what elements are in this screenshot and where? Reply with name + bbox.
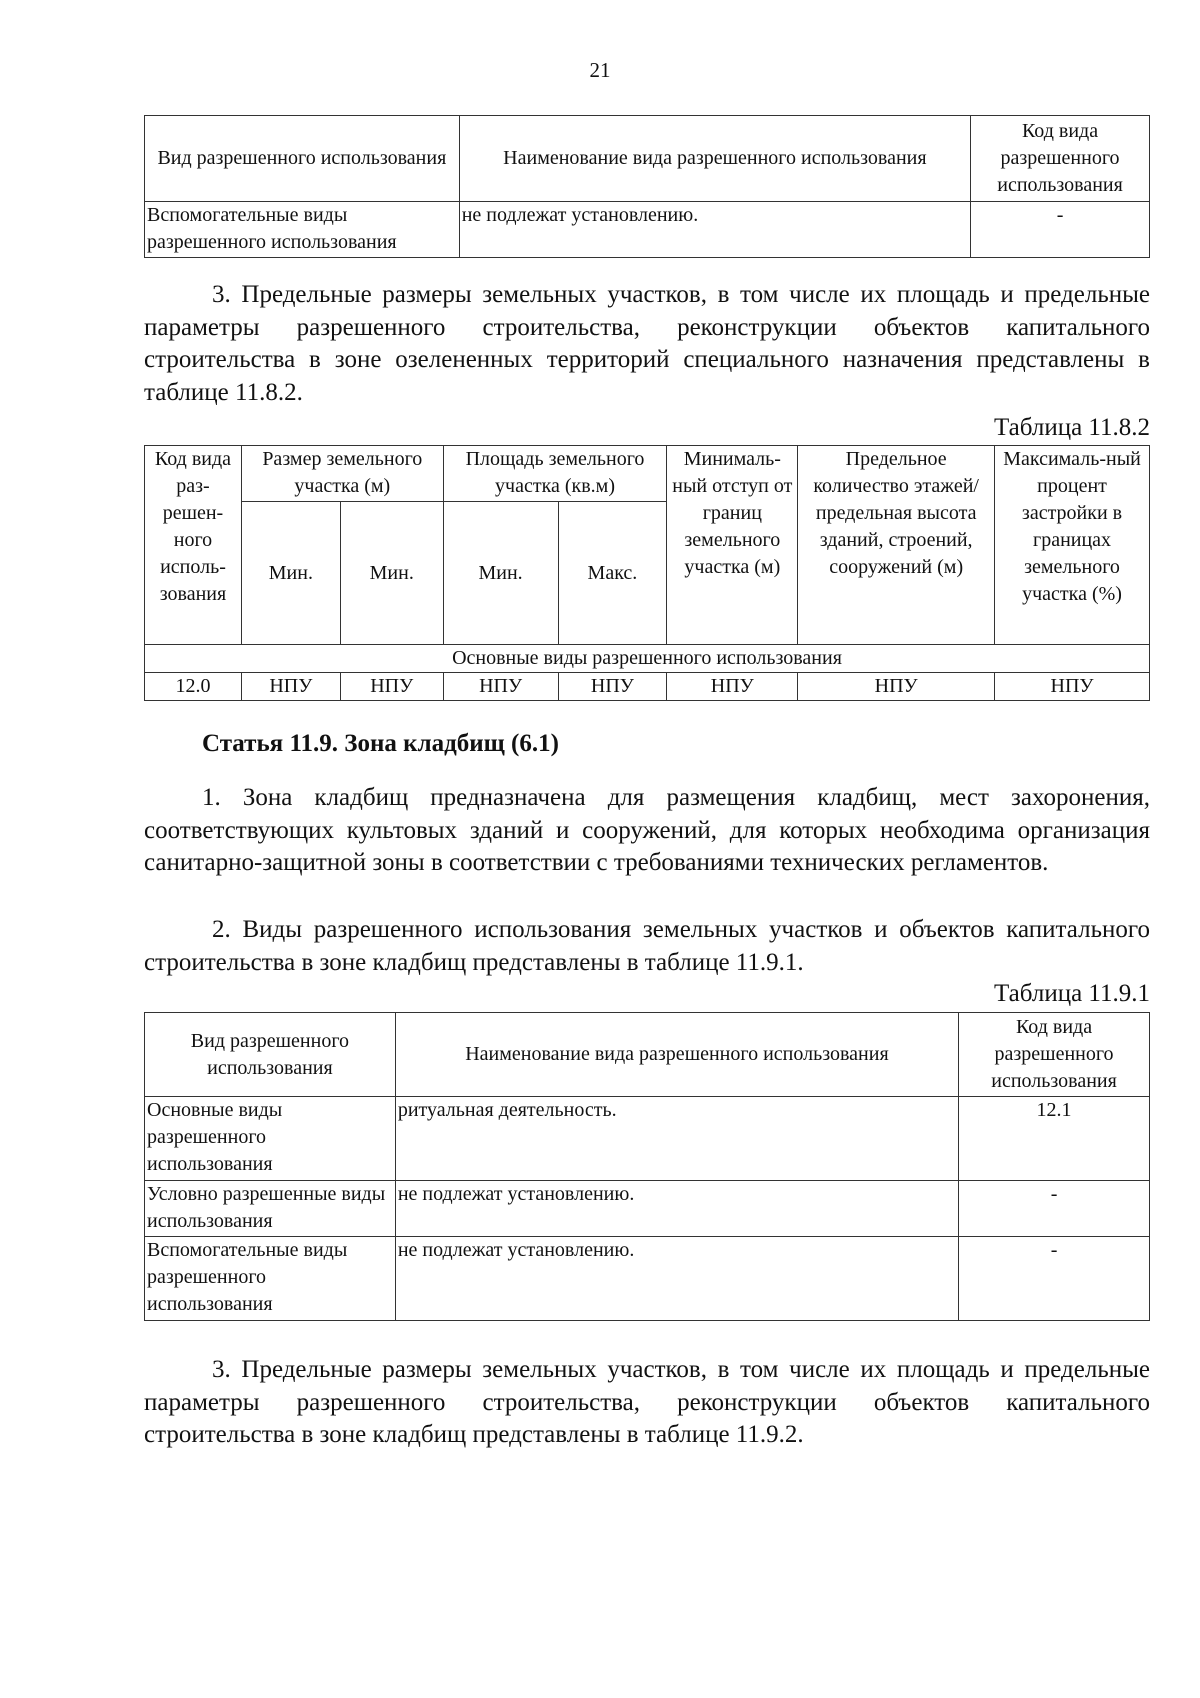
paragraph-limits-11-8: 3. Предельные размеры земельных участков, в том числе их площадь и предельные параметры разрешенного строительства, реконструкции объектов капитального строительства в зоне озелененных территорий специального назначения представлены в таблице 11.8.2.	[144, 281, 1150, 406]
table-params-11-8-2	[144, 445, 1150, 701]
cell-area-min: НПУ	[443, 673, 558, 701]
cell-code: -	[971, 202, 1150, 258]
table-types-11-9-1	[144, 1012, 1150, 1321]
cell-area-max: НПУ	[558, 673, 667, 701]
subheader-size-min: Мин.	[241, 502, 340, 645]
cell-name: ритуальная деятельность.	[395, 1097, 958, 1181]
header-code: Код вида разрешенного использования	[959, 1013, 1150, 1097]
cell-name: не подлежат установлению.	[395, 1237, 958, 1321]
header-name: Наименование вида разрешенного использования	[395, 1013, 958, 1097]
cell-name: не подлежат установлению.	[395, 1181, 958, 1237]
paragraph-limits-11-9: 3. Предельные размеры земельных участков, в том числе их площадь и предельные параметры разрешенного строительства, реконструкции объектов капитального строительства в зоне кладбищ представлены в таблице 11.9.2.	[144, 1356, 1150, 1448]
article-heading: Статья 11.9. Зона кладбищ (6.1)	[202, 730, 559, 757]
table-label-11-9-1: Таблица 11.9.1	[994, 980, 1150, 1007]
table-row	[145, 1237, 1150, 1321]
cell-size-min-2: НПУ	[340, 673, 443, 701]
cell-code: -	[959, 1181, 1150, 1237]
table-row	[145, 1181, 1150, 1237]
header-percent: Максималь-ный процент застройки в границах земельного участка (%)	[995, 446, 1150, 645]
cell-code: 12.0	[145, 673, 242, 701]
cell-type: Основные виды разрешенного использования	[145, 1097, 396, 1181]
cell-type: Вспомогательные виды разрешенного использования	[145, 1237, 396, 1321]
header-code: Код вида раз-решен-ного исполь-зования	[145, 446, 242, 645]
header-type: Вид разрешенного использования	[145, 116, 460, 202]
cell-code: -	[959, 1237, 1150, 1321]
table-label-11-8-2: Таблица 11.8.2	[994, 414, 1150, 441]
section-row: Основные виды разрешенного использования	[145, 645, 1150, 673]
paragraph-types-11-9: 2. Виды разрешенного использования земельных участков и объектов капитального строительства в зоне кладбищ представлены в таблице 11.9.1.	[144, 916, 1150, 976]
table-row	[145, 202, 1150, 258]
cell-type: Условно разрешенные виды использования	[145, 1181, 396, 1237]
table-row	[145, 673, 1150, 701]
subheader-area-max: Макс.	[558, 502, 667, 645]
cell-percent: НПУ	[995, 673, 1150, 701]
subheader-area-min: Мин.	[443, 502, 558, 645]
table-types-11-8-1	[144, 115, 1150, 258]
cell-size-min: НПУ	[241, 673, 340, 701]
table-row	[145, 1097, 1150, 1181]
subheader-size-min-2: Мин.	[340, 502, 443, 645]
page-number: 21	[589, 58, 611, 82]
header-type: Вид разрешенного использования	[145, 1013, 396, 1097]
cell-code: 12.1	[959, 1097, 1150, 1181]
header-offset: Минималь-ный отступ от границ земельного участка (м)	[667, 446, 798, 645]
cell-name: не подлежат установлению.	[459, 202, 970, 258]
header-floors: Предельное количество этажей/ предельная высота зданий, строений, сооружений (м)	[798, 446, 995, 645]
header-area: Площадь земельного участка (кв.м)	[443, 446, 667, 502]
cell-offset: НПУ	[667, 673, 798, 701]
header-name: Наименование вида разрешенного использования	[459, 116, 970, 202]
cell-floors: НПУ	[798, 673, 995, 701]
paragraph-zone-purpose: 1. Зона кладбищ предназначена для размещения кладбищ, мест захоронения, соответствующих культовых зданий и сооружений, для которых необходима организация санитарно-защитной зоны в соответствии с требованиями технических регламентов.	[144, 784, 1150, 876]
cell-type: Вспомогательные виды разрешенного использования	[145, 202, 460, 258]
header-code: Код вида разрешенного использования	[971, 116, 1150, 202]
header-size: Размер земельного участка (м)	[241, 446, 443, 502]
